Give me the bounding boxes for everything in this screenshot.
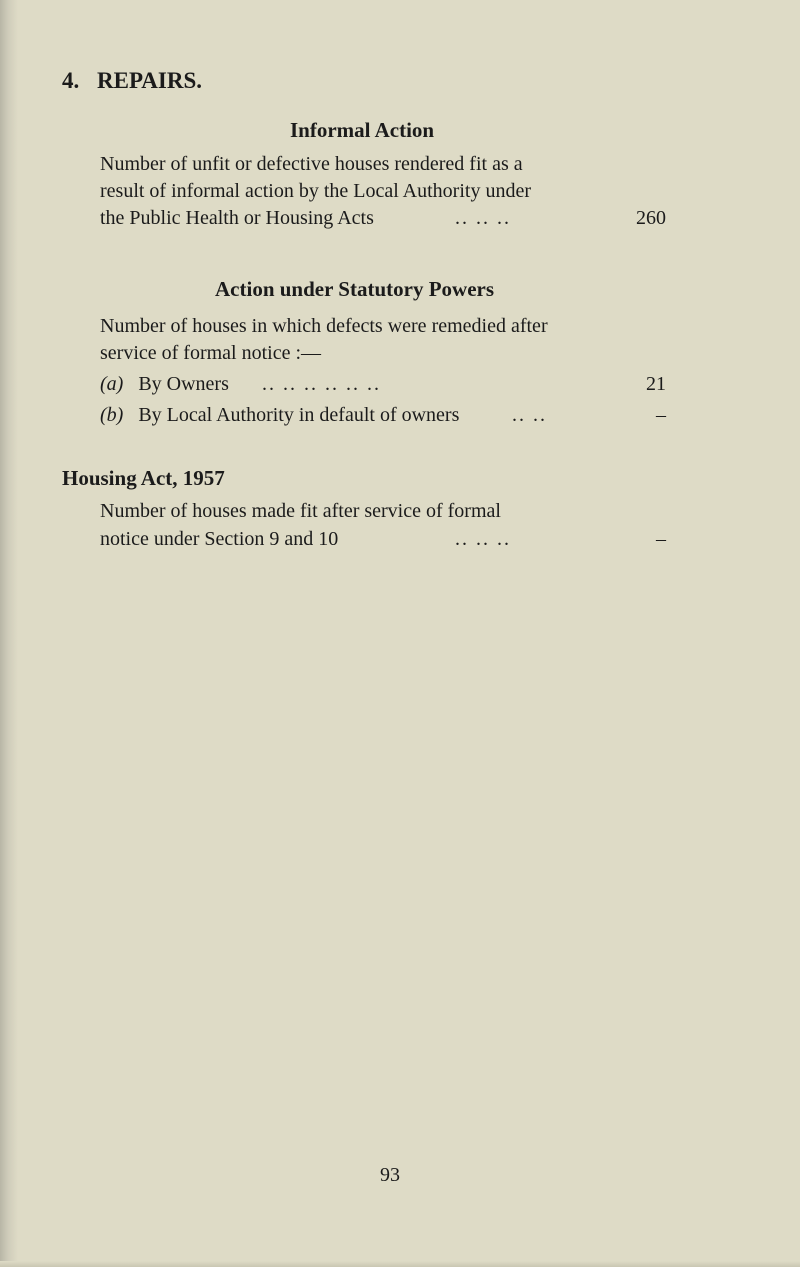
informal-action-line-2: result of informal action by the Local Authority under [100, 180, 531, 202]
housing-act-line-1: Number of houses made fit after service of formal [100, 500, 501, 522]
statutory-item-a [100, 369, 229, 399]
informal-action-text: the Public Health or Housing Acts [100, 207, 374, 229]
housing-act-heading: Housing Act, 1957 [62, 466, 225, 490]
page-number: 93 [380, 1164, 400, 1186]
section-heading [62, 68, 202, 94]
statutory-item-a-leader: .. .. .. .. .. .. [262, 373, 381, 395]
statutory-action-heading: Action under Statutory Powers [215, 277, 495, 301]
page-binding-edge [0, 0, 18, 1267]
item-marker: (b) [100, 404, 124, 426]
housing-act-leader: .. .. .. [455, 528, 511, 550]
page-bottom-edge [0, 1261, 800, 1267]
informal-action-heading: Informal Action [290, 118, 435, 142]
item-label: By Owners [138, 373, 229, 395]
item-label: By Local Authority in default of owners [138, 404, 460, 426]
informal-action-value: 260 [636, 207, 666, 229]
statutory-intro-line-1: Number of houses in which defects were remedied after [100, 315, 548, 337]
housing-act-value: – [656, 528, 666, 550]
item-marker: (a) [100, 373, 124, 395]
statutory-item-a-value: 21 [646, 373, 666, 395]
section-number: 4. [62, 68, 80, 93]
housing-act-line-2: notice under Section 9 and 10 [100, 528, 339, 550]
informal-action-line-1: Number of unfit or defective houses rendered fit as a [100, 153, 523, 175]
informal-action-leader: .. .. .. [455, 207, 511, 229]
section-title: REPAIRS. [97, 68, 203, 93]
statutory-item-b [100, 400, 459, 430]
statutory-intro-line-2: service of formal notice :— [100, 342, 322, 364]
statutory-item-b-value: – [656, 404, 666, 426]
statutory-item-b-leader: .. .. [512, 404, 547, 426]
informal-action-line-3 [100, 203, 374, 233]
